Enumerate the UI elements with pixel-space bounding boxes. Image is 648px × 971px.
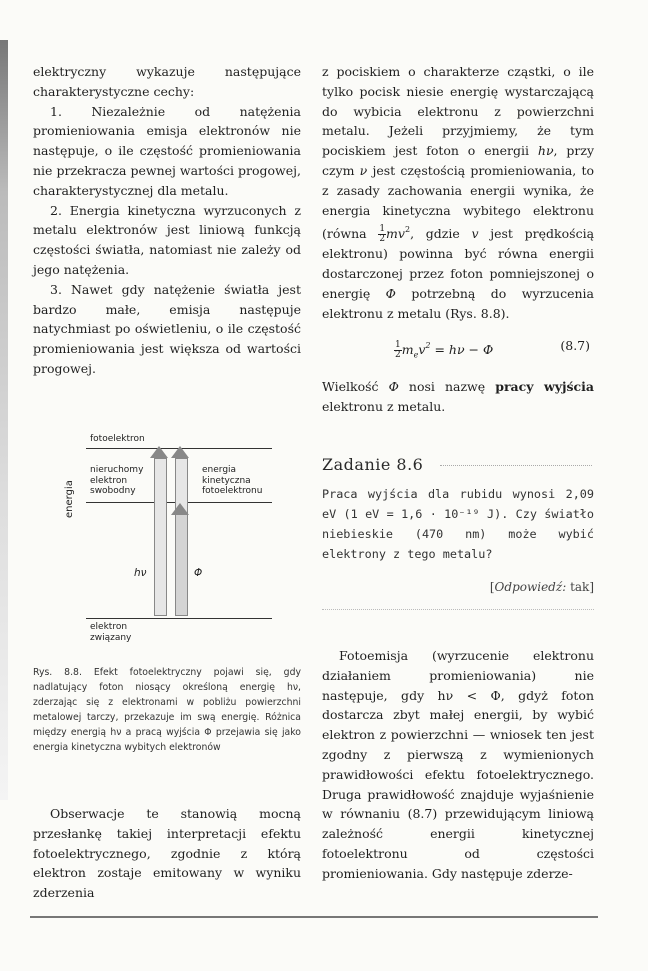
figure-caption <box>33 665 301 755</box>
caption-prefix: Rys. 8.8. <box>33 667 82 678</box>
label-free-electron: nieruchomy elektron swobodny <box>90 465 144 496</box>
arrow-phi-shaft <box>175 514 188 616</box>
arrow-hv-shaft <box>154 458 167 616</box>
equation-8-7: $\frac{1}{2}$ $m_ev^2 = h\nu - \Phi$ (8.7) <box>322 336 594 365</box>
task-answer: [Odpowiedź: tak] <box>489 580 594 594</box>
axis-label-energy: energia <box>64 480 75 518</box>
arrow-kinetic-head <box>171 446 189 458</box>
list-item-2: 2. Energia kinetyczna wyrzuconych z metalu elektronów jest liniową funkcją częstości światła, natomiast nie zależy od jego natężenia. <box>33 202 301 277</box>
paragraph: elektryczny wykazuje następujące charakterystyczne cechy: <box>33 64 301 99</box>
fraction-half: $\frac{1}{2}$ <box>379 224 386 245</box>
paragraph-work-function: Wielkość Φ nosi nazwę pracy wyjścia elektronu z metalu. <box>322 378 594 414</box>
list-item-1: 1. Niezależnie od natężenia promieniowania emisja elektronów nie następuje, o ile częstość promieniowania nie przekracza pewnej wartości progowej, charakterystycznej dla metalu. <box>33 103 301 198</box>
left-column-top <box>33 62 301 379</box>
label-photoelectron: fotoelektron <box>90 434 145 444</box>
paragraph: Fotoemisja (wyrzucenie elektronu działaniem promieniowania) nie następuje, gdy hν < Φ, gdyż foton dostarcza zbyt małej energii, by wybić elektron z powierzchni — wniosek ten jest zgodny z pierwszą z wymienionych prawidłowości efektu fotoelektrycznego. Druga prawidłowość znajduje wyjaśnienie w równaniu (8.7) przewidującym liniową zależność energii kinetycznej fotoelektronu od częstości promieniowania. Gdy następuje zderze- <box>322 648 594 881</box>
page-bottom-rule <box>30 916 598 918</box>
list-item-3: 3. Nawet gdy natężenie światła jest bardzo małe, emisja następuje natychmiast po oświetleniu, o ile częstość promieniowania jest większa od wartości progowej. <box>33 281 301 376</box>
label-hv: hν <box>134 567 147 579</box>
label-phi: Φ <box>194 567 203 579</box>
task-title: Zadanie 8.6 <box>322 455 424 474</box>
paragraph: Obserwacje te stanowią mocną przesłankę takiej interpretacji efektu fotoelektrycznego, zgodnie z którą elektron zostaje emitowany w wyniku zderzenia <box>33 806 301 901</box>
label-bound-electron: elektron związany <box>90 622 132 643</box>
task-title-rule <box>440 465 592 466</box>
task-bottom-rule <box>322 609 594 610</box>
level-bound-electron <box>86 618 272 619</box>
paragraph-photon-energy: z pociskiem o charakterze cząstki, o ile tylko pocisk niesie energię wystarczającą do wybicia elektronu z powierzchni metalu. Jeżeli przyjmiemy, że tym pociskiem jest foton o energii hν, przy czym ν jest częstością promieniowania, to z zasady zachowania energii wynika, że energia kinetyczna wybitego elektronu (równa $\frac{1}{2}$ $mv^2$, gdzie v jest prędkością elektronu) powinna być równa energii dostarczonej przez foton pomniejszonej o energię Φ potrzebną do wyrzucenia elektronu z metalu (Rys. 8.8). <box>322 64 595 321</box>
caption-text: Efekt fotoelektryczny pojawi się, gdy nadlatujący foton niosący określoną energię hν, zderzając się z elektronami w pobliżu powierzchni metalowej tarczy, przekazuje im swą energię. Różnica między energią hν a pracą wyjścia Φ przejawia się jako energia kinetyczna wybitych elektronów <box>33 667 301 753</box>
label-kinetic-energy: energia kinetyczna fotoelektronu <box>202 465 263 496</box>
page-binding-shadow <box>0 40 8 800</box>
right-column-top <box>322 62 594 416</box>
arrow-hv-head <box>150 446 168 458</box>
energy-diagram <box>62 428 302 660</box>
right-column-bottom <box>322 646 594 884</box>
equation-number: (8.7) <box>560 337 590 353</box>
arrow-phi-head <box>171 503 189 515</box>
left-column-bottom <box>33 804 301 903</box>
task-body: Praca wyjścia dla rubidu wynosi 2,09 eV (1 eV = 1,6 · 10⁻¹⁹ J). Czy światło niebieskie (470 nm) może wybić elektrony z tego metalu? <box>322 487 594 561</box>
